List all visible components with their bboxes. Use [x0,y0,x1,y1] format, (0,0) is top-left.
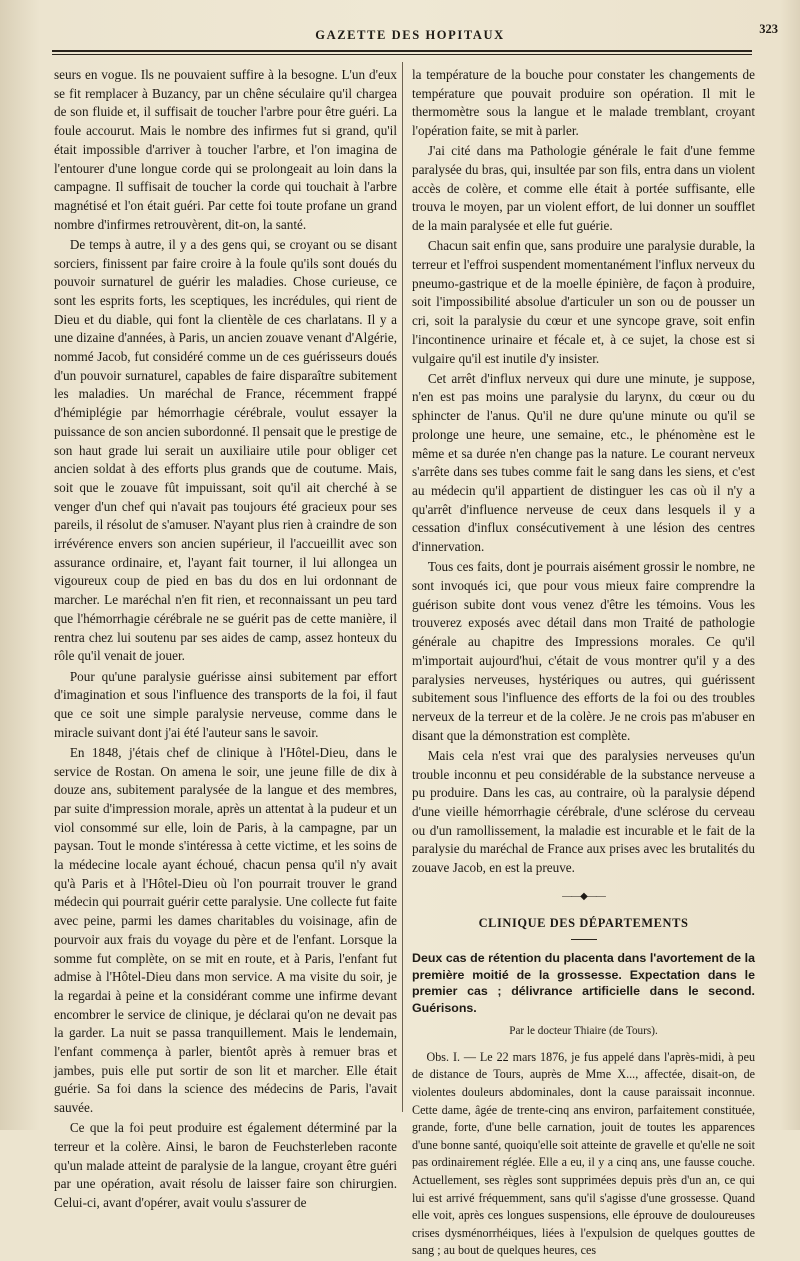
page-header [40,22,780,46]
article-byline: Par le docteur Thiaire (de Tours). [509,1025,658,1038]
header-rule-thin [52,54,752,55]
section-heading: CLINIQUE DES DÉPARTEMENTS [478,916,689,931]
right-paragraph-1: la température de la bouche pour constater les changements de température que pouvait produire son opération. Il mit le thermomètre sous la langue et le malade tremblant, croyant l'opération faite, se mit à parler. [412,67,755,139]
section-separator: ——◆—— [562,890,605,902]
heading-rule [571,939,597,940]
right-paragraph-4: Cet arrêt d'influx nerveux qui dure une minute, je suppose, n'en est pas moins une paralysie du larynx, du cœur ou du sphincter de l'anus. Qu'il ne dure qu'une minute ou qu'il se prolonge une heure, une semaine, etc., le phénomène est le même et sa durée n'en change pas la nature. Le courant nerveux s'arrête dans ses tubes comme fait le sang dans les siens, et c'est au médecin qu'il appartient de distinguer les cas où il n'y a qu'arrêt d'influence nerveuse de ceux dans lesquels il y a cessation d'influx consécutivement à une lésion des centres d'innervation. [412,370,755,555]
page-number: 323 [759,22,778,36]
observation-paragraph: Obs. I. — Le 22 mars 1876, je fus appelé dans l'après-midi, à peu de distance de Tours, auprès de Mme X..., affectée, disait-on, de violentes douleurs abdominales, dont la cause paraissait inconnue. Cette dame, âgée de trente-cinq ans environ, parfaitement constituée, grande, forte, d'une belle carnation, jouit de toutes les apparences d'une bonne santé, quoiqu'elle soit atteinte de gravelle et qu'elle ne soit pas ordinairement réglée. Elle a eu, il y a cinq ans, une fausse couche. Actuellement, ses règles sont supprimées depuis près d'un an, ce qui lui est arrivé fréquemment, sans qu'il s'agisse d'une grossesse. Quand elle voit, après ces longues suspensions, elle éprouve de douloureuses crises dysménorrhéiques, liées à l'expulsion de quelques gouttes de sang ; au bout de quelques heures, ces [412,1049,755,1258]
column-divider [402,62,403,1112]
header-rule [52,50,752,52]
right-paragraph-6: Mais cela n'est vrai que des paralysies nerveuses qu'un trouble inconnu et peu considérable de la substance nerveuse a pu produire. Dans les cas, au contraire, où la paralysie dépend d'une vieille hémorrhagie cérébrale, d'une sclérose du cerveau ou d'un ramollissement, la maladie est incurable et le fait de la paralysie du maréchal de France aux prises avec les brutalités du zouave Jacob, en est la preuve. [412,747,755,876]
right-paragraph-5: Tous ces faits, dont je pourrais aisément grossir le nombre, ne sont invoqués ici, que pour vous mieux faire comprendre la guérison subite dont vous venez d'être les témoins. Vous les trouverez exposés avec détail dans mon Traité de pathologie générale au chapitre des Impressions morales. Ce qu'il m'importait aujourd'hui, c'était de vous montrer qu'il y a des paralysies nerveuses, hystériques ou autres, qui guérissent subitement sous l'influence des efforts de la foi ou des troubles nerveux de la terreur et de la colère. Je ne crois pas m'abuser en disant que la démonstration est complète. [412,559,755,743]
right-column [412,66,755,1261]
left-paragraph-4: En 1848, j'étais chef de clinique à l'Hôtel-Dieu, dans le service de Rostan. On amena le soir, une jeune fille de dix à douze ans, subitement paralysée de la langue et des membres, par suite d'impression morale, après un attentat à la pudeur et un viol consommé sur elle, loin de Paris, à la campagne, par un paysan. Tout le monde s'intéressa à cette victime, et les soins de la médecine locale ayant échoué, chacun pensa qu'il n'y avait qu'à Paris et à l'Hôtel-Dieu où l'on pourrait trouver le grand médecin qui pourrait guérir cette paralysie. Une collecte fut faite avec peine, parmi les dames charitables du voisinage, afin de pourvoir aux frais du voyage du père et de l'enfant. Lorsque la somme fut complète, on se mit en route, et à Paris, l'enfant fut admise à l'Hôtel-Dieu dans mon service. A ma visite du soir, je la regardai à peine et la considérant comme une infirme devant encombrer le service de clinique, je déclarai qu'on ne devait pas la garder. La nuit se passa tranquillement. Mais le lendemain, l'enfant commença à parler, bientôt après à remuer bras et jambes, puis elle put sortir de son lit et marcher. Elle était guérie. Sa foi dans la science des médecins de Paris, l'avait sauvée. [54,744,397,1116]
right-paragraph-2: J'ai cité dans ma Pathologie générale le fait d'une femme paralysée du bras, qui, insultée par son fils, entra dans un violent accès de colère, et comme elle était à portée suffisante, elle trouva le moyen, par un violent effort, de lui donner un soufflet de la main paralysée et elle fut guérie. [412,143,755,234]
article-title: Deux cas de rétention du placenta dans l'avortement de la première moitié de la grossesse. Expectation dans le premier cas ; délivrance artificielle dans le second. Guérisons. [412,951,755,1015]
left-paragraph-3: Pour qu'une paralysie guérisse ainsi subitement par effort d'imagination et sous l'influence des transports de la foi, il faut que ce soit une simple paralysie nerveuse, comme dans le miracle suivant dont j'ai été l'auteur sans le savoir. [54,668,397,740]
right-paragraph-3: Chacun sait enfin que, sans produire une paralysie durable, la terreur et l'effroi suspendent momentanément l'influx nerveux du pneumo-gastrique et de la moelle épinière, de façon à produire, soit l'impossibilité absolue d'articuler un son ou de pousser un cri, soit la paralysie du cœur et une syncope grave, soit enfin l'incontinence urinaire et fécale et, à ce sujet, la chose est si vulgaire qu'il est inutile d'y insister. [412,238,755,366]
left-paragraph-2: De temps à autre, il y a des gens qui, se croyant ou se disant sorciers, finissent par faire croire à la foule qu'ils sont doués du pouvoir surnaturel de guérir les maladies. Chose curieuse, ce sont les esprits forts, les sceptiques, les incrédules, qui rient de Dieu et du diable, qui font la clientèle de ces charlatans. Il y a une dizaine d'années, à Paris, un ancien zouave venant d'Algérie, nommé Jacob, fut considéré comme un de ces guérisseurs doués d'un pouvoir surnaturel, capables de faire disparaître subitement les maladies. Un maréchal de France, récemment frappé d'hémiplégie par hémorrhagie cérébrale, voulut essayer la puissance de son ancien subordonné. Il pensait que le prestige de son haut grade lui serait un auxiliaire utile pour obliger cet ancien soldat à des efforts plus grands que de coutume. Mais, soit que le zouave fût impuissant, soit qu'il ait cherché à se venger d'un chef qui n'avait pas toujours été gracieux pour ses pareils, il résolut de s'amuser. N'ayant plus rien à craindre de son irrévérence envers son ancien supérieur, il l'accueillit avec son assurance ordinaire, et, l'ayant fait tourner, il lui allongea un vigoureux coup de pied en bas du dos en lui ordonnant de marcher. Le maréchal n'en fit rien, et reconnaissant un peu tard que l'hémorrhagie cérébrale ne se guérit pas de cette manière, il rentra chez lui soutenu par ses aides de camp, assez honteux du rôle qu'il venait de jouer. [54,236,397,664]
left-paragraph-1: seurs en vogue. Ils ne pouvaient suffire à la besogne. L'un d'eux se fit remplacer à Buzancy, par un chêne séculaire qu'il chargea de son fluide et, il suffisait de toucher l'arbre pour être guéri. La foule accourut. Mais le nombre des infirmes fut si grand, qu'il était impossible d'arriver à toucher l'arbre, et l'on imagina de l'entourer d'une longue corde qui se prolongeait au loin dans la campagne. Il suffisait de toucher la corde qui touchait à l'arbre magnétisé et l'on était guéri. Par cette foi toute profane un grand nombre d'infirmes retrouvèrent, dit-on, la santé. [54,67,397,232]
left-column [54,66,397,1214]
running-title: GAZETTE DES HOPITAUX [315,28,505,42]
left-paragraph-5: Ce que la foi peut produire est également déterminé par la terreur et la colère. Ainsi, le baron de Feuchsterleben raconte qu'un malade atteint de paralysie de la langue, croyant être guéri par une opération, avait résolu de laisser faire son chirurgien. Celui-ci, avant d'opérer, avait voulu s'assurer de [54,1120,397,1211]
